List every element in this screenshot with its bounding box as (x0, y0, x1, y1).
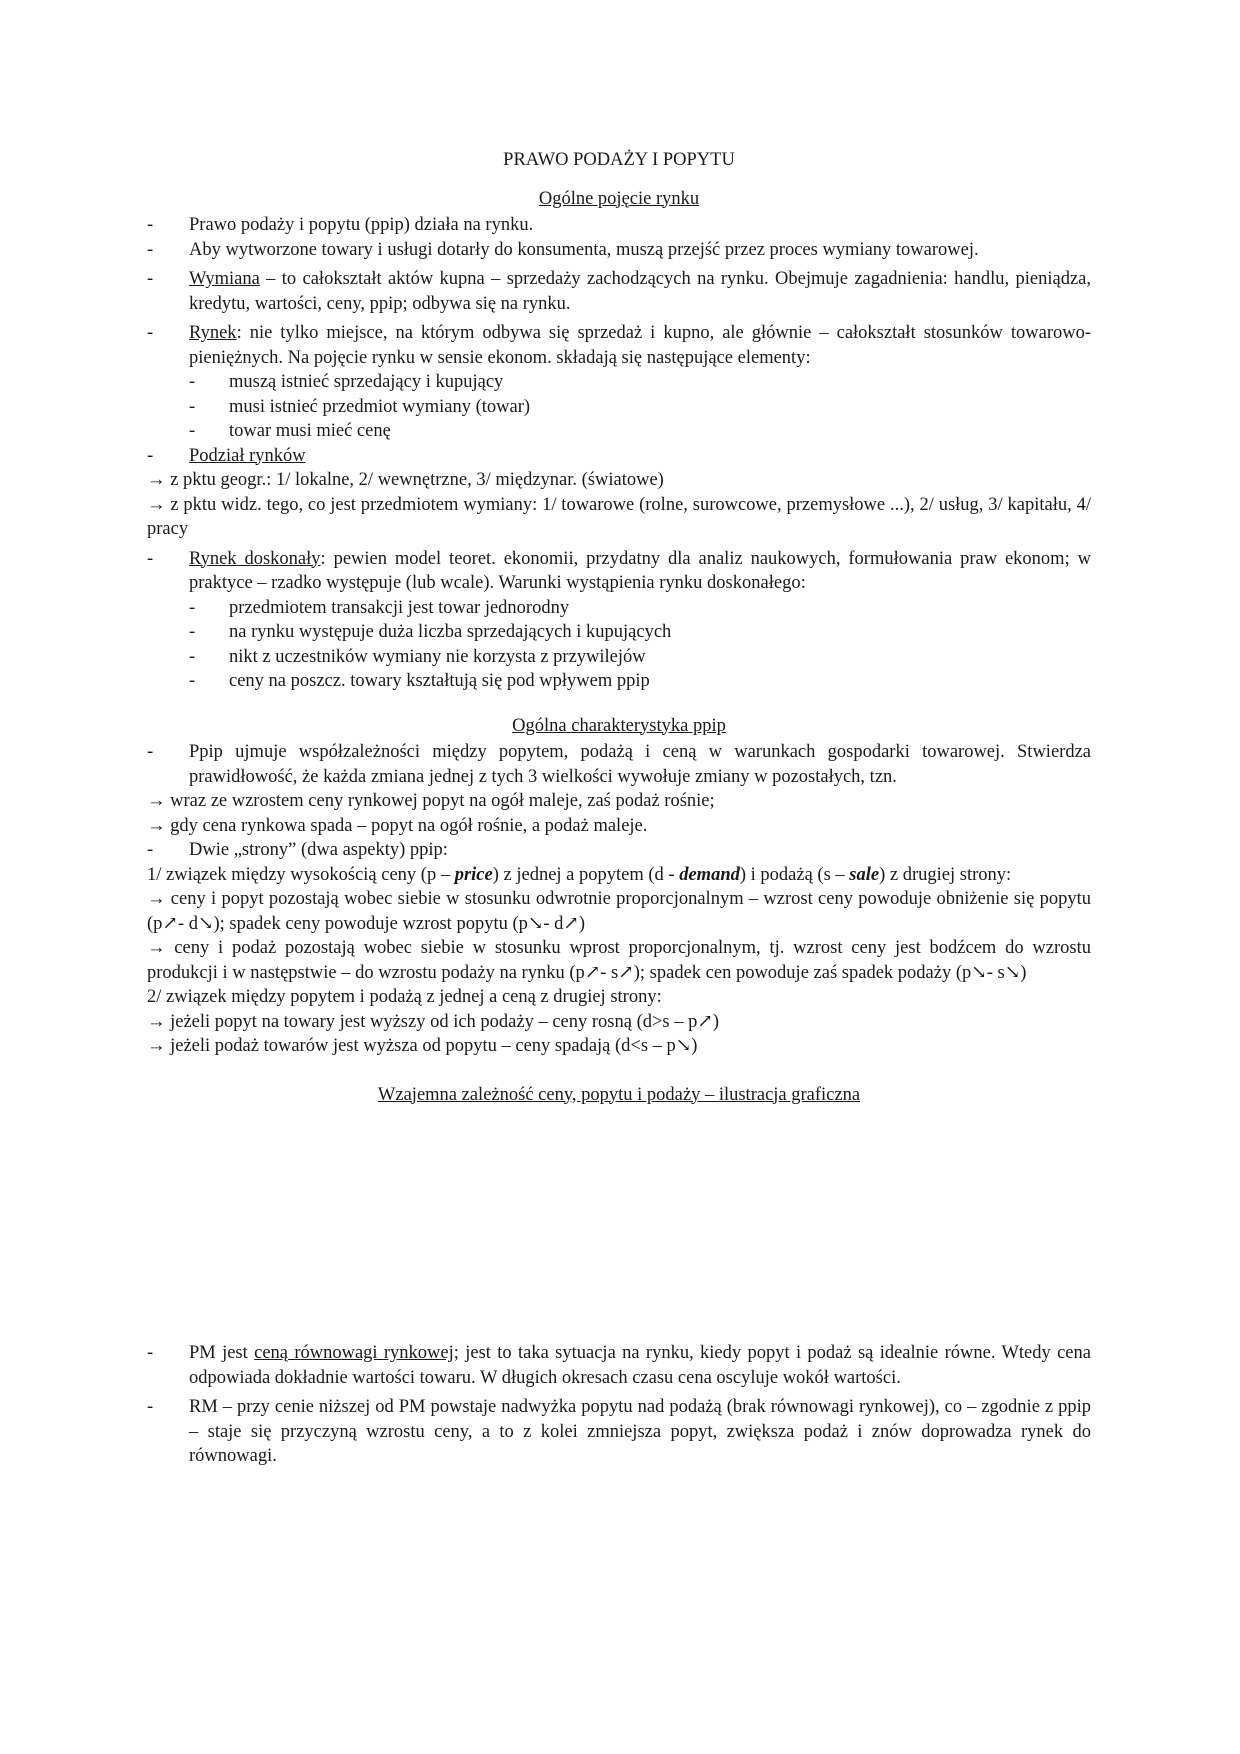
perfect-market-text: : pewien model teoret. ekonomii, przydatny dla analiz naukowych, formułowania praw ekonom; w praktyce – rzadko występuje (lub wcale). Warunki wystąpienia rynku doskonałego: (189, 548, 1091, 593)
term-market-division: Podział rynków (189, 445, 306, 466)
arrow-price-rise: → wraz ze wzrostem ceny rynkowej popyt na ogół maleje, zaś podaż rośnie; (147, 791, 715, 811)
arrow-supply-exceeds-demand: → jeżeli podaż towarów jest wyższa od popytu – ceny spadają (d<s – p↘) (147, 1036, 698, 1056)
term-perfect-market: Rynek doskonały (189, 548, 321, 569)
term-sale: sale (849, 864, 880, 885)
text-fragment: ; jest to taka sytuacja na rynku, kiedy popyt i podaż są idealnie równe. Wtedy cena odpowiada dokładnie wartości towaru. W długich okresach czasu cena oscyluje wokół wartości. (189, 1343, 1091, 1388)
sub-bullet-price: - towar musi mieć cenę (147, 419, 1091, 444)
text-fragment: PM jest (189, 1343, 255, 1363)
document-content (147, 148, 1091, 1469)
text-fragment: ) z drugiej strony: (879, 864, 1012, 885)
arrow-price-fall: → gdy cena rynkowa spada – popyt na ogół rośnie, a podaż maleje. (147, 815, 648, 836)
arrow-geographic-division: → z pktu geogr.: 1/ lokalne, 2/ wewnętrzne, 3/ międzynar. (światowe) (147, 470, 664, 490)
document-title: PRAWO PODAŻY I POPYTU (503, 150, 735, 170)
sub-bullet-no-privileges: - nikt z uczestników wymiany nie korzysta z przywilejów (147, 645, 1091, 670)
sub-bullet-exchange-object: - musi istnieć przedmiot wymiany (towar) (147, 395, 1091, 420)
bullet-ppip-interdependence: - Ppip ujmuje współzależności między popytem, podażą i ceną w warunkach gospodarki towarowej. Stwierdza prawidłowość, że każda zmiana jednej z tych 3 wielkości wywołuje zmiany w pozostałych, tzn. (147, 740, 1091, 789)
sub-bullet-sellers-buyers: - muszą istnieć sprzedający i kupujący (147, 370, 1091, 395)
bullet-market-division (147, 444, 1091, 469)
section-heading-ppip-characteristics: Ogólna charakterystyka ppip (512, 715, 726, 736)
sub-bullet-many-participants: - na rynku występuje duża liczba sprzedających i kupujących (147, 620, 1091, 645)
graph-placeholder-area (147, 1109, 1091, 1341)
section-heading-market-concept: Ogólne pojęcie rynku (538, 188, 700, 209)
text-fragment: 1/ związek między wysokością ceny (p – (147, 864, 455, 885)
bullet-exchange-definition (147, 267, 1091, 316)
arrow-object-division: → z pktu widz. tego, co jest przedmiotem wymiany: 1/ towarowe (rolne, surowcowe, przemysłowe ...), 2/ usług, 3/ kapitału, 4/ pracy (147, 494, 1091, 539)
section-heading-graphic-illustration: Wzajemna zależność ceny, popytu i podaży – ilustracja graficzna (377, 1084, 861, 1105)
term-price: price (454, 864, 493, 885)
term-demand: demand (679, 864, 740, 885)
arrow-price-supply-direct: → ceny i podaż pozostają wobec siebie w stosunku wprost proporcjonalnym, tj. wzrost ceny jest bodźcem do wzrostu produkcji i w następstwie – do wzrostu podaży na rynku (p↗- s↗); spadek cen powoduje zaś spadek podaży (p↘- s↘) (147, 938, 1091, 983)
paragraph-price-relationship (147, 863, 1091, 888)
market-definition-text: : nie tylko miejsce, na którym odbywa się sprzedaż i kupno, ale głównie – całokształt stosunków towarowo-pieniężnych. Na pojęcie rynku w sensie ekonom. składają się następujące elementy: (189, 323, 1091, 368)
term-exchange: Wymiana (189, 269, 260, 289)
term-equilibrium-price: ceną równowagi rynkowej (254, 1343, 454, 1363)
bullet-ppip-market: - Prawo podaży i popytu (ppip) działa na rynku. (147, 213, 1091, 238)
sub-bullet-prices-ppip: - ceny na poszcz. towary kształtują się pod wpływem ppip (147, 669, 1091, 694)
text-fragment: ) z jednej a popytem (d - (492, 864, 680, 885)
bullet-rm-disequilibrium: - RM – przy cenie niższej od PM powstaje nadwyżka popytu nad podażą (brak równowagi rynkowej), co – zgodnie z ppip – staje się przyczyną wzrostu ceny, a to z kolei zmniejsza popyt, zwiększa podaż i znów doprowadza rynek do równowagi. (147, 1395, 1091, 1469)
sub-bullet-homogeneous-good: - przedmiotem transakcji jest towar jednorodny (147, 596, 1091, 621)
arrow-price-demand-inverse: → ceny i popyt pozostają wobec siebie w stosunku odwrotnie proporcjonalnym – wzrost ceny powoduje obniżenie się popytu (p↗- d↘); spadek ceny powoduje wzrost popytu (p↘- d↗) (147, 889, 1091, 934)
bullet-perfect-market (147, 547, 1091, 596)
arrow-demand-exceeds-supply: → jeżeli popyt na towary jest wyższy od ich podaży – ceny rosną (d>s – p↗) (147, 1011, 720, 1032)
text-fragment: ) i podażą (s – (739, 864, 850, 885)
exchange-definition-text: – to całokształt aktów kupna – sprzedaży zachodzących na rynku. Obejmuje zagadnienia: handlu, pieniądza, kredytu, wartości, ceny, ppip; odbywa się na rynku. (189, 269, 1091, 314)
term-market: Rynek (189, 323, 237, 343)
bullet-goods-exchange: - Aby wytworzone towary i usługi dotarły do konsumenta, muszą przejść przez proces wymiany towarowej. (147, 238, 1091, 263)
bullet-market-definition (147, 321, 1091, 370)
bullet-equilibrium-price (147, 1341, 1091, 1390)
paragraph-demand-supply-relationship: 2/ związek między popytem i podażą z jednej a ceną z drugiej strony: (147, 987, 662, 1007)
bullet-two-sides: - Dwie „strony” (dwa aspekty) ppip: (147, 838, 1091, 863)
